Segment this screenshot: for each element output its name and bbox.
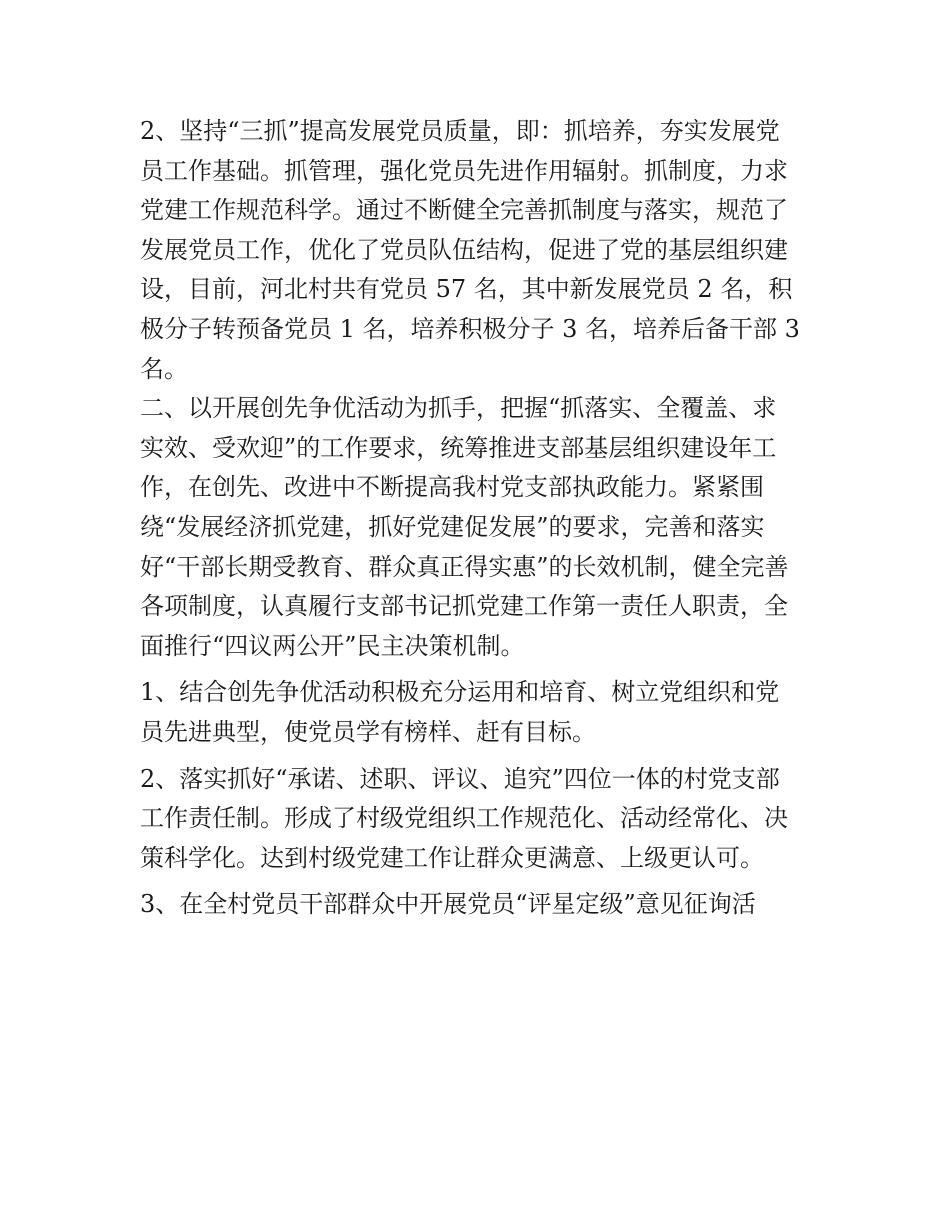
text-line: 实效、受欢迎”的工作要求，统筹推进支部基层组织建设年工 <box>140 433 777 462</box>
text-line: 员先进典型，使党员学有榜样、赶有目标。 <box>140 717 596 746</box>
text-line: 1、结合创先争优活动积极充分运用和培育、树立党组织和党 <box>140 678 780 707</box>
text-line: 发展党员工作，优化了党员队伍结构，促进了党的基层组织建 <box>140 235 788 264</box>
text-line: 设，目前，河北村共有党员 57 名，其中新发展党员 2 名，积 <box>140 275 793 304</box>
text-line: 作，在创先、改进中不断提高我村党支部执政能力。紧紧围 <box>140 473 764 502</box>
text-line: 名。 <box>140 354 188 383</box>
text-line: 二、以开展创先争优活动为抓手，把握“抓落实、全覆盖、求 <box>140 394 777 423</box>
text-line: 3、在全村党员干部群众中开展党员“评星定级”意见征询活 <box>140 890 756 919</box>
text-line: 策科学化。达到村级党建工作让群众更满意、上级更认可。 <box>140 843 764 872</box>
text-line: 2、坚持“三抓”提高发展党员质量，即：抓培养，夯实发展党 <box>140 117 780 145</box>
text-line: 工作责任制。形成了村级党组织工作规范化、活动经常化、决 <box>140 804 788 833</box>
text-line: 面推行“四议两公开”民主决策机制。 <box>140 631 525 660</box>
text-line: 员工作基础。抓管理，强化党员先进作用辐射。抓制度，力求 <box>140 156 788 185</box>
text-line: 极分子转预备党员 1 名，培养积极分子 3 名，培养后备干部 3 <box>140 314 800 343</box>
text-line: 绕“发展经济抓党建，抓好党建促发展”的要求，完善和落实 <box>140 512 765 541</box>
text-line: 2、落实抓好“承诺、述职、评议、追究”四位一体的村党支部 <box>140 764 780 793</box>
text-line: 党建工作规范科学。通过不断健全完善抓制度与落实，规范了 <box>140 196 788 225</box>
text-line: 好“干部长期受教育、群众真正得实惠”的长效机制，健全完善 <box>140 552 789 581</box>
text-line: 各项制度，认真履行支部书记抓党建工作第一责任人职责，全 <box>140 592 788 621</box>
body-text <box>140 112 830 925</box>
